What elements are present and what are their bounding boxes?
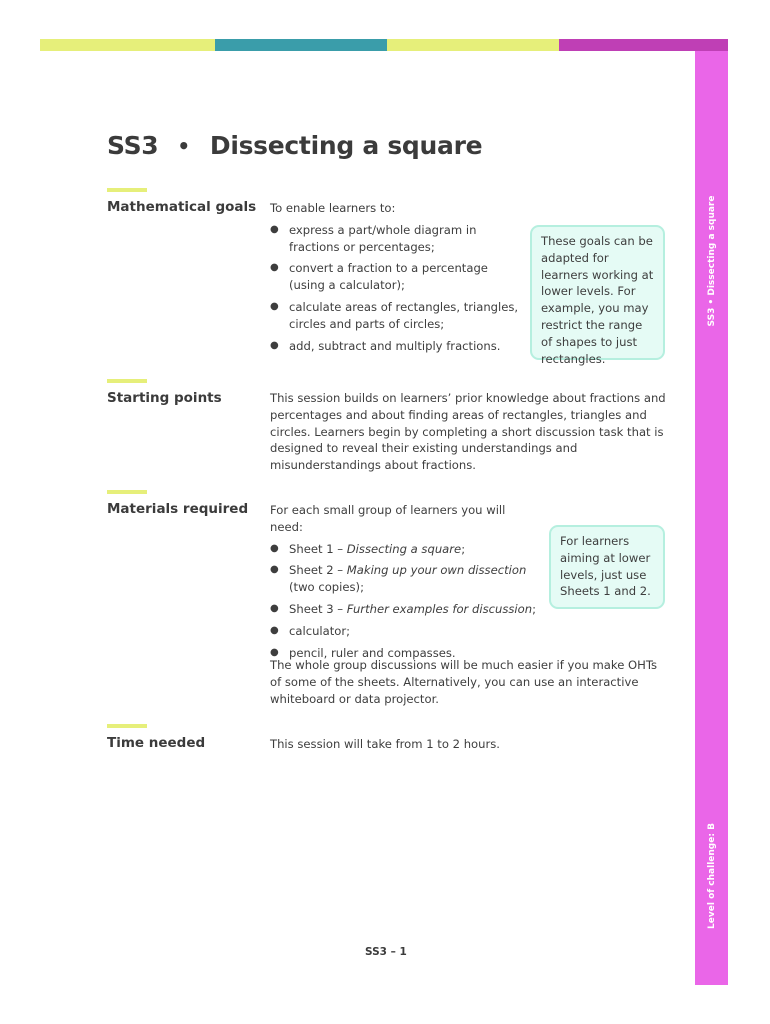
top-bar-lime-segment <box>40 39 215 51</box>
side-session-title: SS3 • Dissecting a square <box>706 195 717 327</box>
bullet-icon: ● <box>270 262 279 274</box>
list-item: ● express a part/whole diagram in fractions or percentages; <box>270 222 477 254</box>
materials-body <box>270 502 540 666</box>
page-title <box>107 131 482 160</box>
list-item: ● add, subtract and multiply fractions. <box>270 338 501 353</box>
list-item: ● calculate areas of rectangles, triangles, circles and parts of circles; <box>270 299 519 331</box>
starting-label: Starting points <box>107 390 222 406</box>
materials-intro: For each small group of learners you will need: <box>270 503 506 534</box>
list-item: ● Sheet 2 – Making up your own dissection (two copies); <box>270 563 527 595</box>
bullet-icon: ● <box>270 624 279 636</box>
materials-list <box>270 541 540 662</box>
top-bar-teal-segment <box>215 39 387 51</box>
top-bar-magenta-segment <box>559 39 728 51</box>
section-separator <box>107 188 147 192</box>
goals-body <box>270 200 525 359</box>
side-tab <box>695 51 728 985</box>
goals-label: Mathematical goals <box>107 199 257 215</box>
bullet-icon: ● <box>270 646 279 658</box>
section-separator <box>107 379 147 383</box>
bullet-icon: ● <box>270 542 279 554</box>
session-code: SS3 <box>107 131 159 160</box>
goals-intro: To enable learners to: <box>270 201 396 215</box>
bullet-icon: ● <box>270 223 279 235</box>
page-number: SS3 – 1 <box>365 946 407 958</box>
bullet-icon: ● <box>270 300 279 312</box>
list-item: ● Sheet 3 – Further examples for discussion; <box>270 601 536 616</box>
bullet-icon: ● <box>270 602 279 614</box>
top-color-bar <box>40 39 728 51</box>
goals-note: These goals can be adapted for learners working at lower levels. For example, you may restrict the range of shapes to just rectangles. <box>530 225 665 360</box>
list-item: ● calculator; <box>270 623 351 638</box>
title-bullet: • <box>177 133 190 158</box>
materials-label: Materials required <box>107 501 249 517</box>
goals-list <box>270 222 525 355</box>
session-name: Dissecting a square <box>209 131 483 160</box>
list-item: ● Sheet 1 – Dissecting a square; <box>270 541 466 556</box>
bullet-icon: ● <box>270 339 279 351</box>
materials-note: For learners aiming at lower levels, just use Sheets 1 and 2. <box>549 525 665 609</box>
section-separator <box>107 724 147 728</box>
list-item: ● convert a fraction to a percentage (using a calculator); <box>270 261 488 293</box>
time-text: This session will take from 1 to 2 hours. <box>270 737 500 751</box>
materials-after: The whole group discussions will be much easier if you make OHTs of some of the sheets. Alternatively, you can use an interactive whiteboard or data projector. <box>270 658 658 706</box>
side-challenge-level: Level of challenge: B <box>706 823 717 929</box>
section-separator <box>107 490 147 494</box>
top-bar-lime-segment-2 <box>387 39 559 51</box>
time-label: Time needed <box>107 735 206 751</box>
bullet-icon: ● <box>270 564 279 576</box>
list-item: ● pencil, ruler and compasses. <box>270 645 456 660</box>
starting-text: This session builds on learners’ prior knowledge about fractions and percentages and about finding areas of rectangles, triangles and circles. Learners begin by completing a short discussion task that is designed to reveal their existing understandings and misunderstandings about fractions. <box>270 391 666 473</box>
